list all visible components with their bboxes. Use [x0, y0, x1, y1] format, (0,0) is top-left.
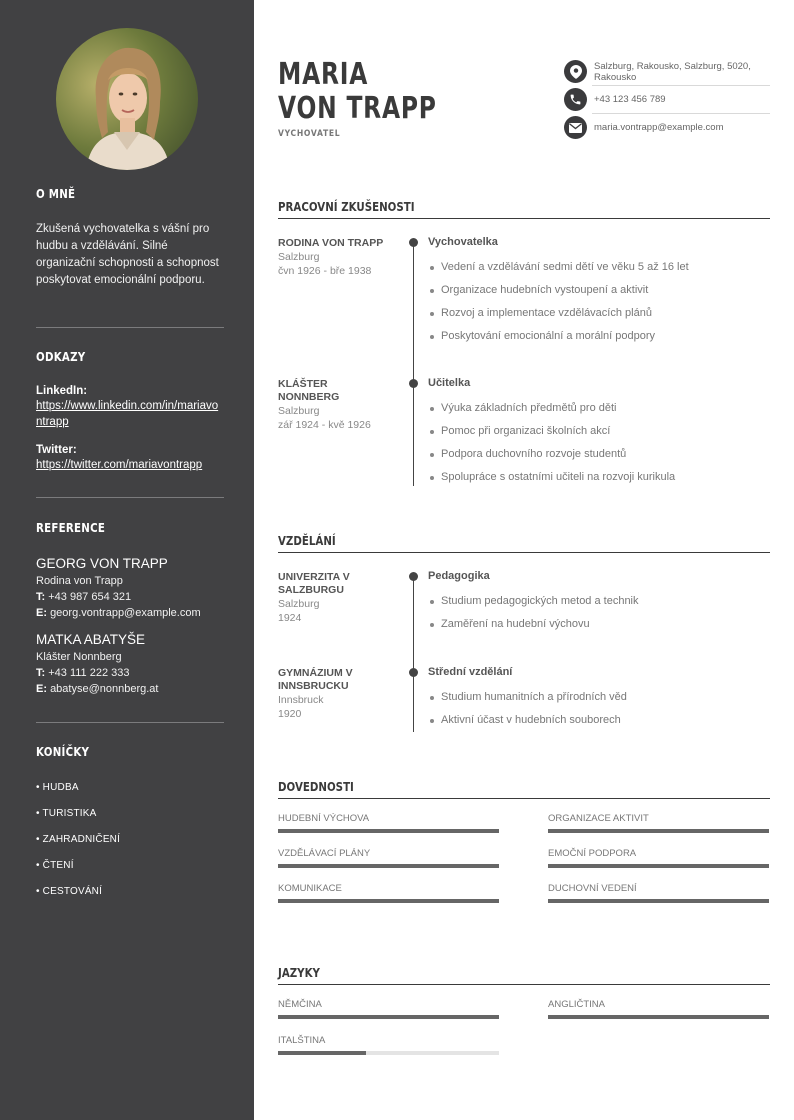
- email-label: E:: [36, 683, 47, 695]
- phone-icon: [564, 88, 587, 111]
- entry-bullets: [428, 397, 768, 489]
- phone-value: +43 111 222 333: [48, 667, 130, 679]
- skill-name: ORGANIZACE AKTIVIT: [548, 813, 649, 824]
- education-heading: [278, 533, 770, 548]
- education-entry-meta: [278, 667, 378, 721]
- timeline-dot: [409, 668, 418, 677]
- entry-org: RODINA VON TRAPP: [278, 237, 384, 249]
- about-heading: O MNĚ: [36, 186, 76, 201]
- mail-icon: [564, 116, 587, 139]
- reference-email: [36, 605, 224, 621]
- contact-divider: [592, 85, 770, 86]
- skill-bar-fill: [548, 899, 769, 903]
- entry-location: Innsbruck: [278, 694, 324, 706]
- timeline-dot: [409, 238, 418, 247]
- skill-item: [548, 814, 769, 833]
- hobby-item: • CESTOVÁNÍ: [36, 886, 103, 897]
- about-section: [36, 186, 224, 289]
- entry-dates: čvn 1926 - bře 1938: [278, 265, 372, 277]
- experience-entry-meta: [278, 378, 378, 432]
- entry-bullets: [428, 590, 768, 636]
- reference-item: [36, 632, 224, 697]
- bullet-item: Zaměření na hudební výchovu: [428, 613, 768, 636]
- sidebar: [0, 0, 254, 1120]
- contact-phone: [564, 88, 770, 111]
- reference-item: [36, 556, 224, 621]
- timeline-line: [413, 576, 414, 732]
- references-section: [36, 520, 224, 697]
- hobby-item: • HUDBA: [36, 782, 79, 793]
- skill-name: VZDĚLÁVACÍ PLÁNY: [278, 848, 371, 859]
- experience-heading: [278, 199, 770, 214]
- skill-name: DUCHOVNÍ VEDENÍ: [548, 883, 637, 894]
- reference-name: GEORG VON TRAPP: [36, 556, 168, 571]
- language-item: [278, 1036, 499, 1055]
- profile-photo: [56, 28, 198, 170]
- language-name: ITALŠTINA: [278, 1035, 326, 1046]
- entry-dates: zář 1924 - kvě 1926: [278, 419, 371, 431]
- contact-email: [564, 116, 770, 139]
- languages-heading-text: JAZYKY: [278, 965, 320, 980]
- about-text: Zkušená vychovatelka s vášní pro hudbu a vzdělávání. Silné organizační schopnosti a schopnost poskytovat emocionální podporu.: [36, 223, 219, 286]
- skill-bar: [278, 864, 499, 868]
- first-name: MARIA: [278, 57, 369, 92]
- skill-name: EMOČNÍ PODPORA: [548, 848, 637, 859]
- section-rule: [278, 798, 770, 799]
- skills-heading: [278, 779, 770, 794]
- link-item-linkedin: [36, 385, 224, 430]
- language-bar-fill: [548, 1015, 769, 1019]
- skill-bar: [278, 829, 499, 833]
- reference-email: [36, 681, 224, 697]
- skill-item: [278, 814, 499, 833]
- skill-bar-fill: [278, 864, 499, 868]
- skill-bar-fill: [278, 829, 499, 833]
- bullet-item: Organizace hudebních vystoupení a aktivit: [428, 279, 768, 302]
- language-name: NĚMČINA: [278, 999, 322, 1010]
- language-bar: [278, 1051, 499, 1055]
- reference-org: Klášter Nonnberg: [36, 651, 122, 663]
- language-bar: [278, 1015, 499, 1019]
- timeline-line: [413, 242, 414, 486]
- language-item: [278, 1000, 499, 1019]
- phone-text: +43 123 456 789: [594, 94, 666, 105]
- hobby-item: • ZAHRADNIČENÍ: [36, 834, 121, 845]
- hobby-item: • TURISTIKA: [36, 808, 97, 819]
- sidebar-divider: [36, 327, 224, 328]
- bullet-item: Rozvoj a implementace vzdělávacích plánů: [428, 302, 768, 325]
- skill-item: [278, 849, 499, 868]
- skill-item: [548, 849, 769, 868]
- linkedin-label: LinkedIn:: [36, 385, 88, 397]
- reference-phone: [36, 665, 224, 681]
- hobbies-section: [36, 744, 224, 913]
- contact-divider: [592, 113, 770, 114]
- contact-address: [564, 60, 770, 83]
- reference-phone: [36, 589, 224, 605]
- section-rule: [278, 218, 770, 219]
- hobbies-heading: KONÍČKY: [36, 744, 90, 759]
- entry-bullets: [428, 686, 768, 732]
- education-entry-meta: [278, 571, 378, 625]
- experience-heading-text: PRACOVNÍ ZKUŠENOSTI: [278, 199, 415, 214]
- entry-dates: 1924: [278, 612, 302, 624]
- phone-value: +43 987 654 321: [48, 591, 132, 603]
- section-rule: [278, 984, 770, 985]
- language-item: [548, 1000, 769, 1019]
- bullet-item: Aktivní účast v hudebních souborech: [428, 709, 768, 732]
- email-value: georg.vontrapp@example.com: [50, 607, 201, 619]
- entry-role: Učitelka: [428, 377, 471, 389]
- entry-dates: 1920: [278, 708, 302, 720]
- email-text: maria.vontrapp@example.com: [594, 122, 724, 133]
- location-pin-icon: [564, 60, 587, 83]
- entry-bullets: [428, 256, 768, 348]
- entry-role: Vychovatelka: [428, 236, 498, 248]
- skill-bar: [278, 899, 499, 903]
- entry-location: Salzburg: [278, 251, 320, 263]
- bullet-item: Studium pedagogických metod a technik: [428, 590, 768, 613]
- bullet-item: Studium humanitních a přírodních věd: [428, 686, 768, 709]
- bullet-item: Poskytování emocionální a morální podpory: [428, 325, 768, 348]
- link-item-twitter: [36, 444, 224, 473]
- bullet-item: Vedení a vzdělávání sedmi dětí ve věku 5 až 16 let: [428, 256, 768, 279]
- language-name: ANGLIČTINA: [548, 999, 606, 1010]
- timeline-dot: [409, 572, 418, 581]
- bullet-item: Výuka základních předmětů pro děti: [428, 397, 768, 420]
- entry-org: UNIVERZITA V SALZBURGU: [278, 571, 350, 596]
- experience-entry-meta: [278, 237, 396, 278]
- email-value: abatyse@nonnberg.at: [50, 683, 159, 695]
- sidebar-divider: [36, 497, 224, 498]
- timeline-dot: [409, 379, 418, 388]
- skill-item: [548, 884, 769, 903]
- skill-item: [278, 884, 499, 903]
- section-rule: [278, 552, 770, 553]
- sidebar-divider: [36, 722, 224, 723]
- phone-label: T:: [36, 667, 46, 679]
- twitter-label: Twitter:: [36, 444, 77, 456]
- skill-name: KOMUNIKACE: [278, 883, 342, 894]
- entry-org: KLÁŠTER NONNBERG: [278, 378, 340, 403]
- skill-bar-fill: [278, 899, 499, 903]
- bullet-item: Podpora duchovního rozvoje studentů: [428, 443, 768, 466]
- skills-heading-text: DOVEDNOSTI: [278, 779, 354, 794]
- phone-label: T:: [36, 591, 46, 603]
- entry-role: Pedagogika: [428, 570, 490, 582]
- entry-location: Salzburg: [278, 405, 320, 417]
- bullet-item: Pomoc při organizaci školních akcí: [428, 420, 768, 443]
- candidate-name: [278, 58, 437, 126]
- skill-bar: [548, 899, 769, 903]
- hobby-item: • ČTENÍ: [36, 860, 74, 871]
- education-heading-text: VZDĚLÁNÍ: [278, 533, 336, 548]
- references-heading: REFERENCE: [36, 520, 106, 535]
- languages-heading: [278, 965, 770, 980]
- skill-bar: [548, 864, 769, 868]
- links-heading: ODKAZY: [36, 349, 86, 364]
- job-title: VYCHOVATEL: [278, 129, 341, 139]
- email-label: E:: [36, 607, 47, 619]
- twitter-link[interactable]: https://twitter.com/mariavontrapp: [36, 459, 203, 471]
- language-bar: [548, 1015, 769, 1019]
- linkedin-link[interactable]: https://www.linkedin.com/in/mariavontrapp: [36, 400, 219, 428]
- skill-bar: [548, 829, 769, 833]
- entry-role: Střední vzdělání: [428, 666, 513, 678]
- reference-name: MATKA ABATYŠE: [36, 632, 146, 647]
- entry-org: GYMNÁZIUM V INNSBRUCKU: [278, 667, 353, 692]
- entry-location: Salzburg: [278, 598, 320, 610]
- skill-name: HUDEBNÍ VÝCHOVA: [278, 813, 370, 824]
- links-section: [36, 349, 224, 473]
- bullet-item: Spolupráce s ostatními učiteli na rozvoji kurikula: [428, 466, 768, 489]
- address-text: Salzburg, Rakousko, Salzburg, 5020, Rakousko: [594, 61, 751, 83]
- skill-bar-fill: [548, 829, 769, 833]
- skill-bar-fill: [548, 864, 769, 868]
- language-bar-fill: [278, 1015, 499, 1019]
- language-bar-fill: [278, 1051, 366, 1055]
- reference-org: Rodina von Trapp: [36, 575, 123, 587]
- last-name: VON TRAPP: [278, 91, 437, 126]
